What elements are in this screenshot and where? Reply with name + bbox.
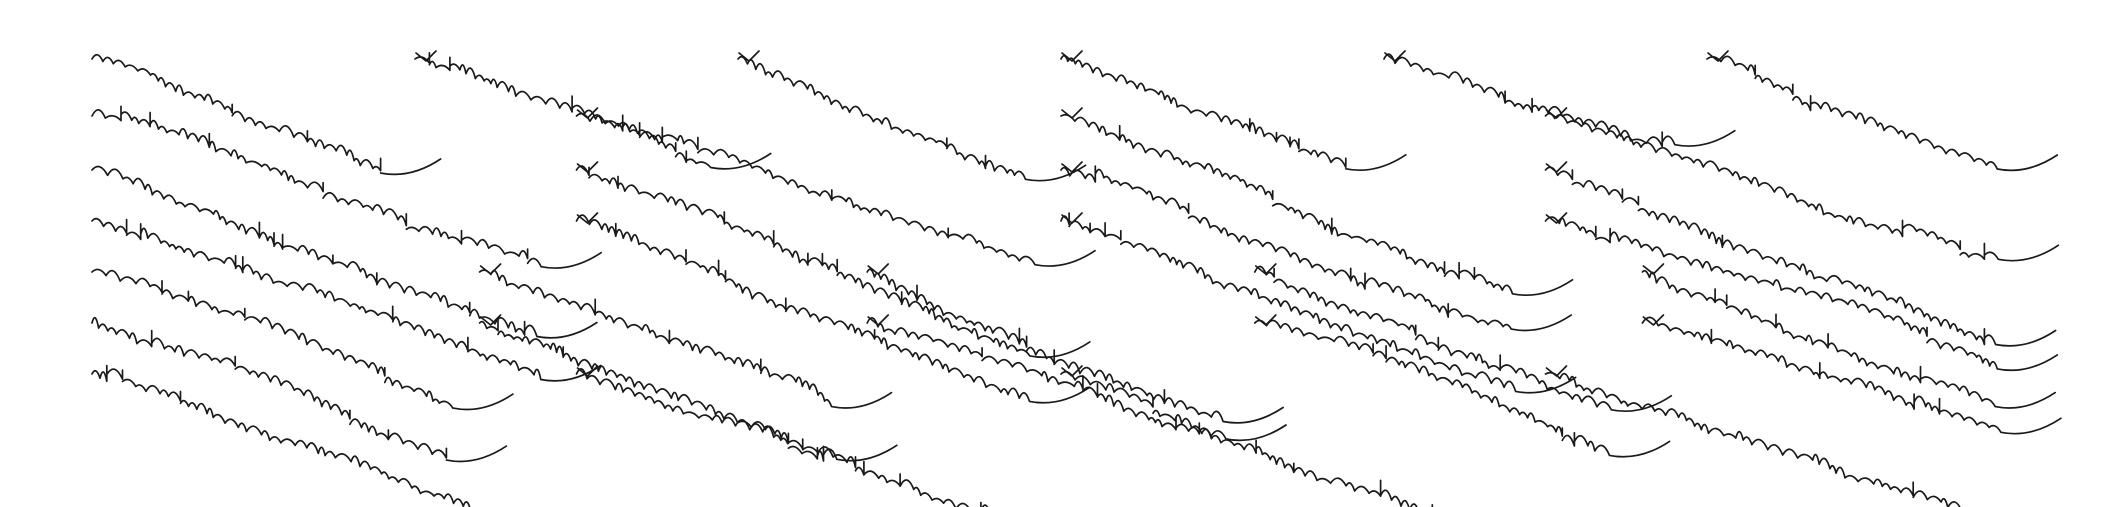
script-stroke xyxy=(577,166,1090,357)
script-line xyxy=(92,106,2058,295)
script-stroke xyxy=(1546,217,2058,370)
separator-mark xyxy=(1385,51,1405,61)
script-line xyxy=(92,315,2061,461)
script-stroke xyxy=(577,215,1090,403)
script-stroke xyxy=(1384,54,1735,146)
script-stroke xyxy=(1642,317,2060,433)
script-stroke xyxy=(1061,115,1572,295)
script-stroke xyxy=(1061,56,1406,170)
separator-mark xyxy=(578,366,598,376)
separator-mark xyxy=(868,315,888,325)
script-stroke xyxy=(1546,373,2061,507)
script-stroke xyxy=(1255,320,1670,456)
script-stroke xyxy=(1546,167,2056,346)
separator-mark xyxy=(1062,108,1082,118)
script-stroke xyxy=(867,269,1283,423)
script-line xyxy=(92,264,2055,423)
script-stroke xyxy=(738,57,1086,181)
script-stroke xyxy=(92,366,606,507)
script-stroke xyxy=(1061,372,1567,507)
script-stroke xyxy=(1061,166,1571,330)
script-stroke xyxy=(1546,114,2059,261)
script-stroke xyxy=(92,55,441,175)
script-line xyxy=(92,162,2056,357)
script-stroke xyxy=(1061,213,1576,393)
script-stroke xyxy=(1707,56,2057,170)
script-stroke xyxy=(480,270,892,408)
script-line xyxy=(92,366,2061,507)
separator-mark xyxy=(1062,213,1082,223)
separator-mark xyxy=(481,264,501,274)
